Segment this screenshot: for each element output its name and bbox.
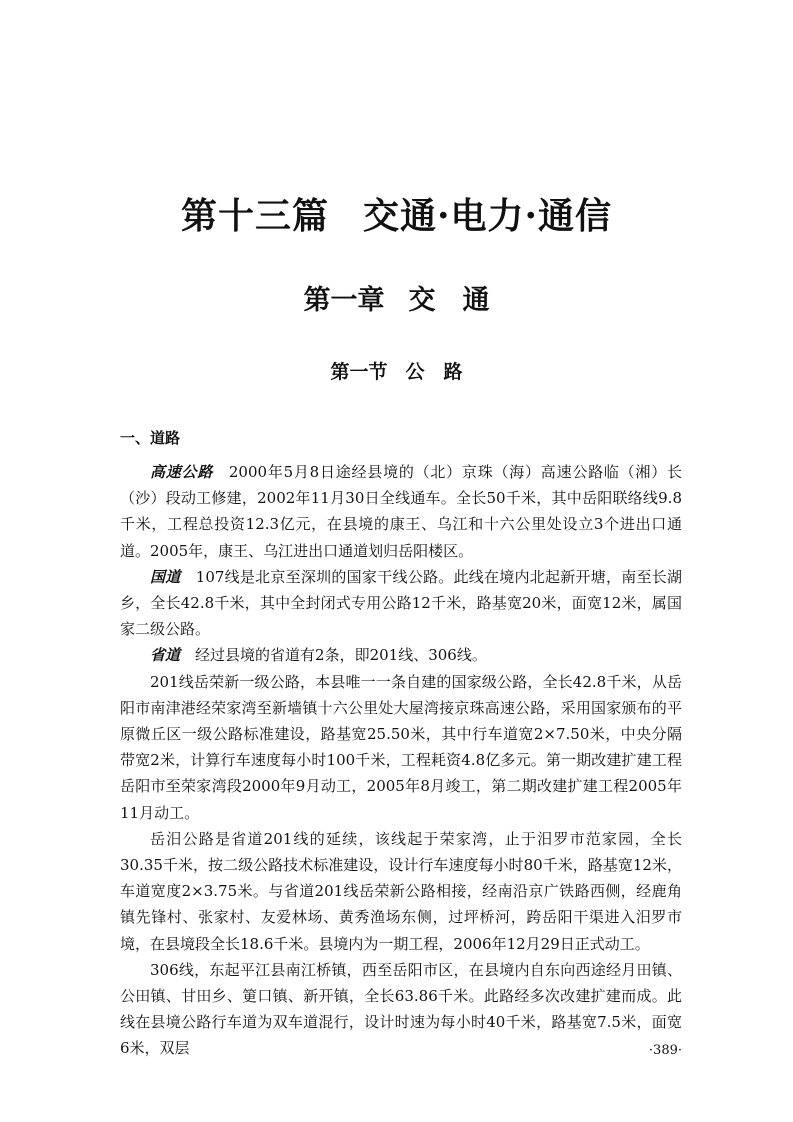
paragraph	[120, 564, 682, 643]
section-number: 第一节	[330, 361, 388, 383]
chapter-name: 交 通	[408, 285, 490, 316]
paragraph-text: 经过县境的省道有2条，即201线、306线。	[195, 646, 487, 665]
paragraph	[120, 957, 682, 1062]
paragraph-text: 201线岳荣新一级公路，本县唯一一条自建的国家级公路，全长42.8千米，从岳阳市南津港经荣家湾至新墙镇十六公里处大屋湾接京珠高速公路，采用国家颁布的平原微丘区一级公路标准建设，路基宽25.50米，其中行车道宽2×7.50米，中央分隔带宽2米，计算行车速度每小时100千米，工程耗资4.8亿多元。第一期改建扩建工程岳阳市至荣家湾段2000年9月动工，2005年8月竣工，第二期改建扩建工程2005年11月动工。	[120, 672, 682, 822]
paragraph	[120, 669, 682, 826]
chapter-title	[0, 278, 793, 317]
paragraph	[120, 826, 682, 957]
section-title	[0, 357, 793, 384]
section-name: 公 路	[405, 361, 463, 383]
part-number: 第十三篇	[180, 195, 329, 237]
paragraph-text: 107线是北京至深圳的国家干线公路。此线在境内北起新开塘，南至长湖乡，全长42.8千米，其中全封闭式专用公路12千米，路基宽20米，面宽12米，属国家二级公路。	[120, 567, 682, 639]
part-name: 交通·电力·通信	[362, 195, 613, 237]
page-number: ·389·	[648, 1043, 682, 1058]
chapter-number: 第一章	[303, 285, 385, 316]
part-title	[0, 188, 793, 239]
subheading: 一、道路	[120, 429, 181, 447]
paragraph-lead: 高速公路	[150, 463, 214, 481]
paragraph-lead: 省道	[150, 646, 181, 665]
paragraph-text: 2000年5月8日途经县境的（北）京珠（海）高速公路临（湘）长（沙）段动工修建，2002年11月30日全线通车。全长50千米，其中岳阳联络线9.8千米，工程总投资12.3亿元，在县境的康王、乌江和十六公里处设立3个进出口通道。2005年，康王、乌江进出口通道划归岳阳楼区。	[120, 463, 682, 560]
paragraph-lead: 国道	[150, 567, 181, 586]
paragraph-text: 306线，东起平江县南江桥镇，西至岳阳市区，在县境内自东向西途经月田镇、公田镇、甘田乡、筻口镇、新开镇，全长63.86千米。此路经多次改建扩建而成。此线在县境公路行车道为双车道混行，设计时速为每小时40千米，路基宽7.5米，面宽6米，双层	[120, 960, 682, 1058]
body-text	[120, 459, 682, 1062]
paragraph	[120, 642, 682, 668]
paragraph	[120, 459, 682, 564]
paragraph-text: 岳汨公路是省道201线的延续，该线起于荣家湾，止于汨罗市范家园，全长30.35千米，按二级公路技术标准建设，设计行车速度每小时80千米，路基宽12米，车道宽度2×3.75米。与省道201线岳荣新公路相接，经南沿京广铁路西侧，经鹿角镇先锋村、张家村、友爱林场、黄秀渔场东侧，过坪桥河，跨岳阳干渠进入汨罗市境，在县境段全长18.6千米。县境内为一期工程，2006年12月29日正式动工。	[120, 829, 682, 953]
